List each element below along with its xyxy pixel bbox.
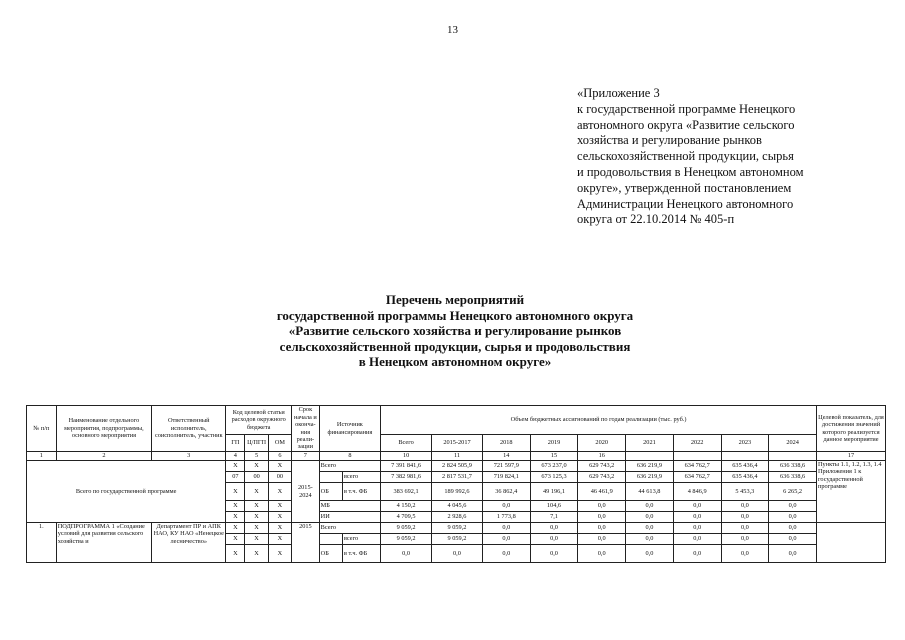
- header-name: Наименование отдельного мероприятия, подпрограммы, основного мероприятия: [56, 406, 151, 452]
- amount: 6 265,2: [769, 483, 817, 501]
- amount: 0,0: [721, 534, 769, 545]
- col-number: 1: [27, 452, 57, 461]
- header-year: 2023: [721, 435, 769, 452]
- amount: 46 461,9: [578, 483, 626, 501]
- amount: 0,0: [578, 534, 626, 545]
- appendix-line: округа от 22.10.2014 № 405-п: [577, 212, 735, 227]
- code-om: X: [268, 534, 291, 545]
- source: ИИ: [319, 512, 381, 523]
- measure-name: ПОДПРОГРАММА 1 «Создание условий для развития сельского хозяйства и: [56, 523, 151, 563]
- appendix-line: хозяйства и регулирование рынков: [577, 133, 762, 148]
- title-line: сельскохозяйственной продукции, сырья и продовольствия: [279, 338, 631, 354]
- header-volume: Объем бюджетных ассигнований по годам реализации (тыс. руб.): [381, 406, 817, 435]
- col-number: 4: [226, 452, 245, 461]
- amount: 635 436,4: [721, 461, 769, 472]
- amount: 0,0: [482, 545, 530, 563]
- code-gp: X: [226, 461, 245, 472]
- header-year: 2022: [673, 435, 721, 452]
- amount: 4 150,2: [381, 501, 432, 512]
- code-gp: X: [226, 545, 245, 563]
- amount: 0,0: [530, 545, 578, 563]
- header-total: Всего: [381, 435, 432, 452]
- appendix-line: Администрации Ненецкого автономного: [577, 196, 794, 211]
- amount: 0,0: [721, 501, 769, 512]
- amount: 0,0: [673, 534, 721, 545]
- title-line: «Развитие сельского хозяйства и регулирование рынков: [288, 323, 622, 338]
- amount: 636 338,6: [769, 472, 817, 483]
- header-om: ОМ: [268, 435, 291, 452]
- source-sub: в т.ч. ФБ: [342, 483, 380, 501]
- code-gp: X: [226, 512, 245, 523]
- source: Всего: [319, 461, 381, 472]
- table-row: [27, 461, 886, 472]
- col-number: [721, 452, 769, 461]
- amount: 7,1: [530, 512, 578, 523]
- header-indicator: Целевой показатель, для достижения значений которого реализуется данное мероприятие: [817, 406, 886, 452]
- amount: 0,0: [769, 501, 817, 512]
- amount: 634 762,7: [673, 461, 721, 472]
- appendix-line: к государственной программе Ненецкого: [577, 101, 796, 116]
- amount: 49 196,1: [530, 483, 578, 501]
- appendix-reference: [577, 86, 837, 228]
- amount: 189 992,6: [432, 483, 483, 501]
- code-om: X: [268, 461, 291, 472]
- amount: 0,0: [673, 523, 721, 534]
- appendix-line: «Приложение 3: [577, 86, 660, 100]
- header-row: [27, 406, 886, 435]
- code-ptgp: X: [245, 545, 268, 563]
- amount: 634 762,7: [673, 472, 721, 483]
- amount: 9 059,2: [381, 534, 432, 545]
- amount: 2 928,6: [432, 512, 483, 523]
- amount: 0,0: [578, 523, 626, 534]
- header-gp: ГП: [226, 435, 245, 452]
- target-indicator: Пункты 1.1, 1.2, 1.3, 1.4 Приложения 1 к государственной программе: [817, 461, 886, 523]
- title-line: Перечень мероприятий: [385, 292, 525, 307]
- code-ptgp: X: [245, 483, 268, 501]
- source: Всего: [319, 523, 381, 534]
- code-om: X: [268, 501, 291, 512]
- period: 2015: [292, 523, 320, 563]
- source: МБ: [319, 501, 381, 512]
- amount: 0,0: [673, 545, 721, 563]
- header-year: 2015-2017: [432, 435, 483, 452]
- amount: 636 219,9: [626, 472, 674, 483]
- col-number: 3: [152, 452, 226, 461]
- source-sub: всего: [342, 472, 380, 483]
- amount: 719 824,1: [482, 472, 530, 483]
- amount: 673 237,0: [530, 461, 578, 472]
- header-year: 2024: [769, 435, 817, 452]
- col-number: 15: [530, 452, 578, 461]
- header-year: 2019: [530, 435, 578, 452]
- amount: 721 597,9: [482, 461, 530, 472]
- source: [319, 534, 342, 545]
- col-number: 16: [578, 452, 626, 461]
- appendix-line: сельскохозяйственной продукции, сырья: [577, 149, 794, 164]
- amount: 629 743,2: [578, 461, 626, 472]
- amount: 383 692,1: [381, 483, 432, 501]
- code-gp: 07: [226, 472, 245, 483]
- header-budget-code: Код целевой статьи расходов окружного бюджета: [226, 406, 292, 435]
- code-ptgp: 00: [245, 472, 268, 483]
- col-number: 14: [482, 452, 530, 461]
- code-ptgp: X: [245, 501, 268, 512]
- code-om: X: [268, 523, 291, 534]
- code-om: X: [268, 545, 291, 563]
- amount: 0,0: [721, 545, 769, 563]
- amount: 0,0: [769, 534, 817, 545]
- code-om: 00: [268, 472, 291, 483]
- amount: 7 391 841,6: [381, 461, 432, 472]
- col-number: 10: [381, 452, 432, 461]
- amount: 5 453,3: [721, 483, 769, 501]
- code-gp: X: [226, 501, 245, 512]
- executor: Департамент ПР и АПК НАО, КУ НАО «Ненецкое лесничество»: [152, 523, 226, 563]
- amount: 36 862,4: [482, 483, 530, 501]
- amount: 0,0: [578, 501, 626, 512]
- code-ptgp: X: [245, 534, 268, 545]
- col-number: 6: [268, 452, 291, 461]
- header-year: 2021: [626, 435, 674, 452]
- page-number: 13: [447, 24, 458, 36]
- title-line: в Ненецком автономном округе»: [358, 354, 552, 369]
- amount: 7 382 981,6: [381, 472, 432, 483]
- amount: 635 436,4: [721, 472, 769, 483]
- appendix-line: округе», утвержденной постановлением: [577, 180, 792, 195]
- header-ptgp: Ц/ПГП: [245, 435, 268, 452]
- col-number: 5: [245, 452, 268, 461]
- amount: 0,0: [769, 523, 817, 534]
- measures-table: [26, 405, 886, 563]
- amount: 0,0: [673, 512, 721, 523]
- col-number: 8: [319, 452, 381, 461]
- code-om: X: [268, 512, 291, 523]
- document-title: [180, 292, 730, 370]
- amount: 4 045,6: [432, 501, 483, 512]
- header-period: Срок начала и оконча-ния реали-зации: [292, 406, 320, 452]
- column-number-row: [27, 452, 886, 461]
- code-gp: X: [226, 483, 245, 501]
- amount: 0,0: [482, 501, 530, 512]
- header-year: 2018: [482, 435, 530, 452]
- amount: 673 125,3: [530, 472, 578, 483]
- amount: 0,0: [769, 545, 817, 563]
- code-gp: X: [226, 523, 245, 534]
- title-line: государственной программы Ненецкого автономного округа: [276, 307, 634, 323]
- source-sub: всего: [342, 534, 380, 545]
- amount: 0,0: [626, 512, 674, 523]
- amount: 9 059,2: [432, 523, 483, 534]
- amount: 0,0: [578, 545, 626, 563]
- header-num: № п/п: [27, 406, 57, 452]
- source: ОБ: [319, 545, 342, 563]
- header-source: Источник финансирования: [319, 406, 381, 452]
- amount: 4 846,9: [673, 483, 721, 501]
- amount: 2 817 531,7: [432, 472, 483, 483]
- amount: 4 709,5: [381, 512, 432, 523]
- amount: 0,0: [721, 512, 769, 523]
- amount: 0,0: [482, 534, 530, 545]
- amount: 104,6: [530, 501, 578, 512]
- period: 2015-2024: [292, 461, 320, 523]
- amount: 0,0: [530, 534, 578, 545]
- col-number: 17: [817, 452, 886, 461]
- amount: 0,0: [769, 512, 817, 523]
- amount: 636 338,6: [769, 461, 817, 472]
- amount: 0,0: [381, 545, 432, 563]
- row-number: 1.: [27, 523, 57, 563]
- appendix-line: и продовольствия в Ненецком автономном: [577, 164, 804, 179]
- amount: 629 743,2: [578, 472, 626, 483]
- amount: 0,0: [482, 523, 530, 534]
- amount: 0,0: [673, 501, 721, 512]
- header-year: 2020: [578, 435, 626, 452]
- table-row: [27, 523, 886, 534]
- total-label: Всего по государственной программе: [27, 461, 226, 523]
- amount: 0,0: [626, 534, 674, 545]
- col-number: [626, 452, 674, 461]
- col-number: 11: [432, 452, 483, 461]
- appendix-line: автономного округа «Развитие сельского: [577, 117, 795, 132]
- target-indicator: [817, 523, 886, 563]
- amount: 2 824 505,9: [432, 461, 483, 472]
- amount: 1 773,8: [482, 512, 530, 523]
- header-executor: Ответственный исполнитель, соисполнитель, участник: [152, 406, 226, 452]
- source: ОБ: [319, 483, 342, 501]
- amount: 636 219,9: [626, 461, 674, 472]
- source: [319, 472, 342, 483]
- col-number: [769, 452, 817, 461]
- amount: 9 059,2: [432, 534, 483, 545]
- col-number: [673, 452, 721, 461]
- amount: 0,0: [721, 523, 769, 534]
- col-number: 7: [292, 452, 320, 461]
- amount: 44 613,8: [626, 483, 674, 501]
- amount: 0,0: [578, 512, 626, 523]
- amount: 0,0: [626, 501, 674, 512]
- code-ptgp: X: [245, 523, 268, 534]
- code-gp: X: [226, 534, 245, 545]
- amount: 0,0: [530, 523, 578, 534]
- amount: 9 059,2: [381, 523, 432, 534]
- amount: 0,0: [626, 523, 674, 534]
- code-om: X: [268, 483, 291, 501]
- col-number: 2: [56, 452, 151, 461]
- amount: 0,0: [432, 545, 483, 563]
- code-ptgp: X: [245, 512, 268, 523]
- source-sub: в т.ч. ФБ: [342, 545, 380, 563]
- code-ptgp: X: [245, 461, 268, 472]
- amount: 0,0: [626, 545, 674, 563]
